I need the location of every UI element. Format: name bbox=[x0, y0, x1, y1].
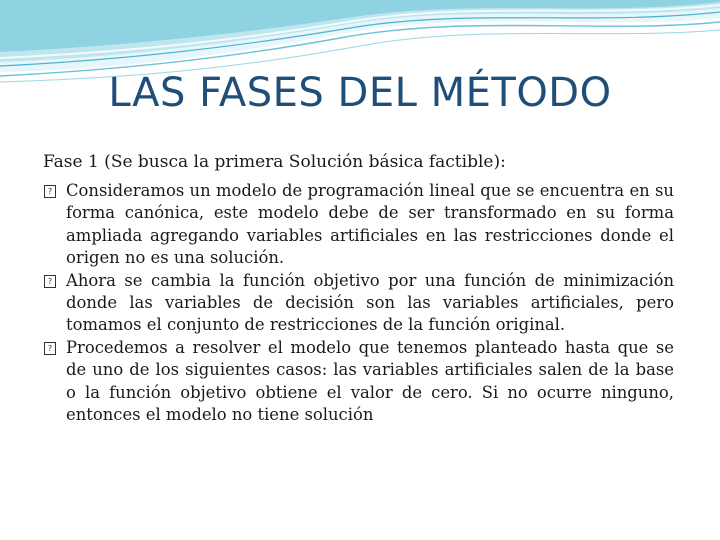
bullet-item-1 bbox=[44, 180, 674, 270]
bullet-list bbox=[44, 180, 674, 426]
bullet-text-3: Procedemos a resolver el modelo que tenemos planteado hasta que se de uno de los siguientes casos: las variables artificiales salen de la base o la función objetivo obtiene el valor de cero. Si no ocurre ninguno, entonces el modelo no tiene solución bbox=[66, 337, 674, 425]
missing-glyph-box-icon: ? bbox=[44, 342, 56, 355]
bullet-text-2: Ahora se cambia la función objetivo por una función de minimización donde las variables de decisión son las variables artificiales, pero tomamos el conjunto de restricciones de la función original. bbox=[66, 270, 674, 335]
bullet-item-2 bbox=[44, 270, 674, 337]
phase-subtitle: Fase 1 (Se busca la primera Solución básica factible): bbox=[43, 152, 506, 172]
bullet-item-3 bbox=[44, 337, 674, 427]
missing-glyph-box-icon: ? bbox=[44, 275, 56, 288]
missing-glyph-box-icon: ? bbox=[44, 185, 56, 198]
slide-title: LAS FASES DEL MÉTODO bbox=[108, 70, 612, 116]
bullet-text-1: Consideramos un modelo de programación lineal que se encuentra en su forma canónica, este modelo debe de ser transformado en su forma ampliada agregando variables artificiales en las restricciones donde el origen no es una solución. bbox=[66, 181, 674, 268]
